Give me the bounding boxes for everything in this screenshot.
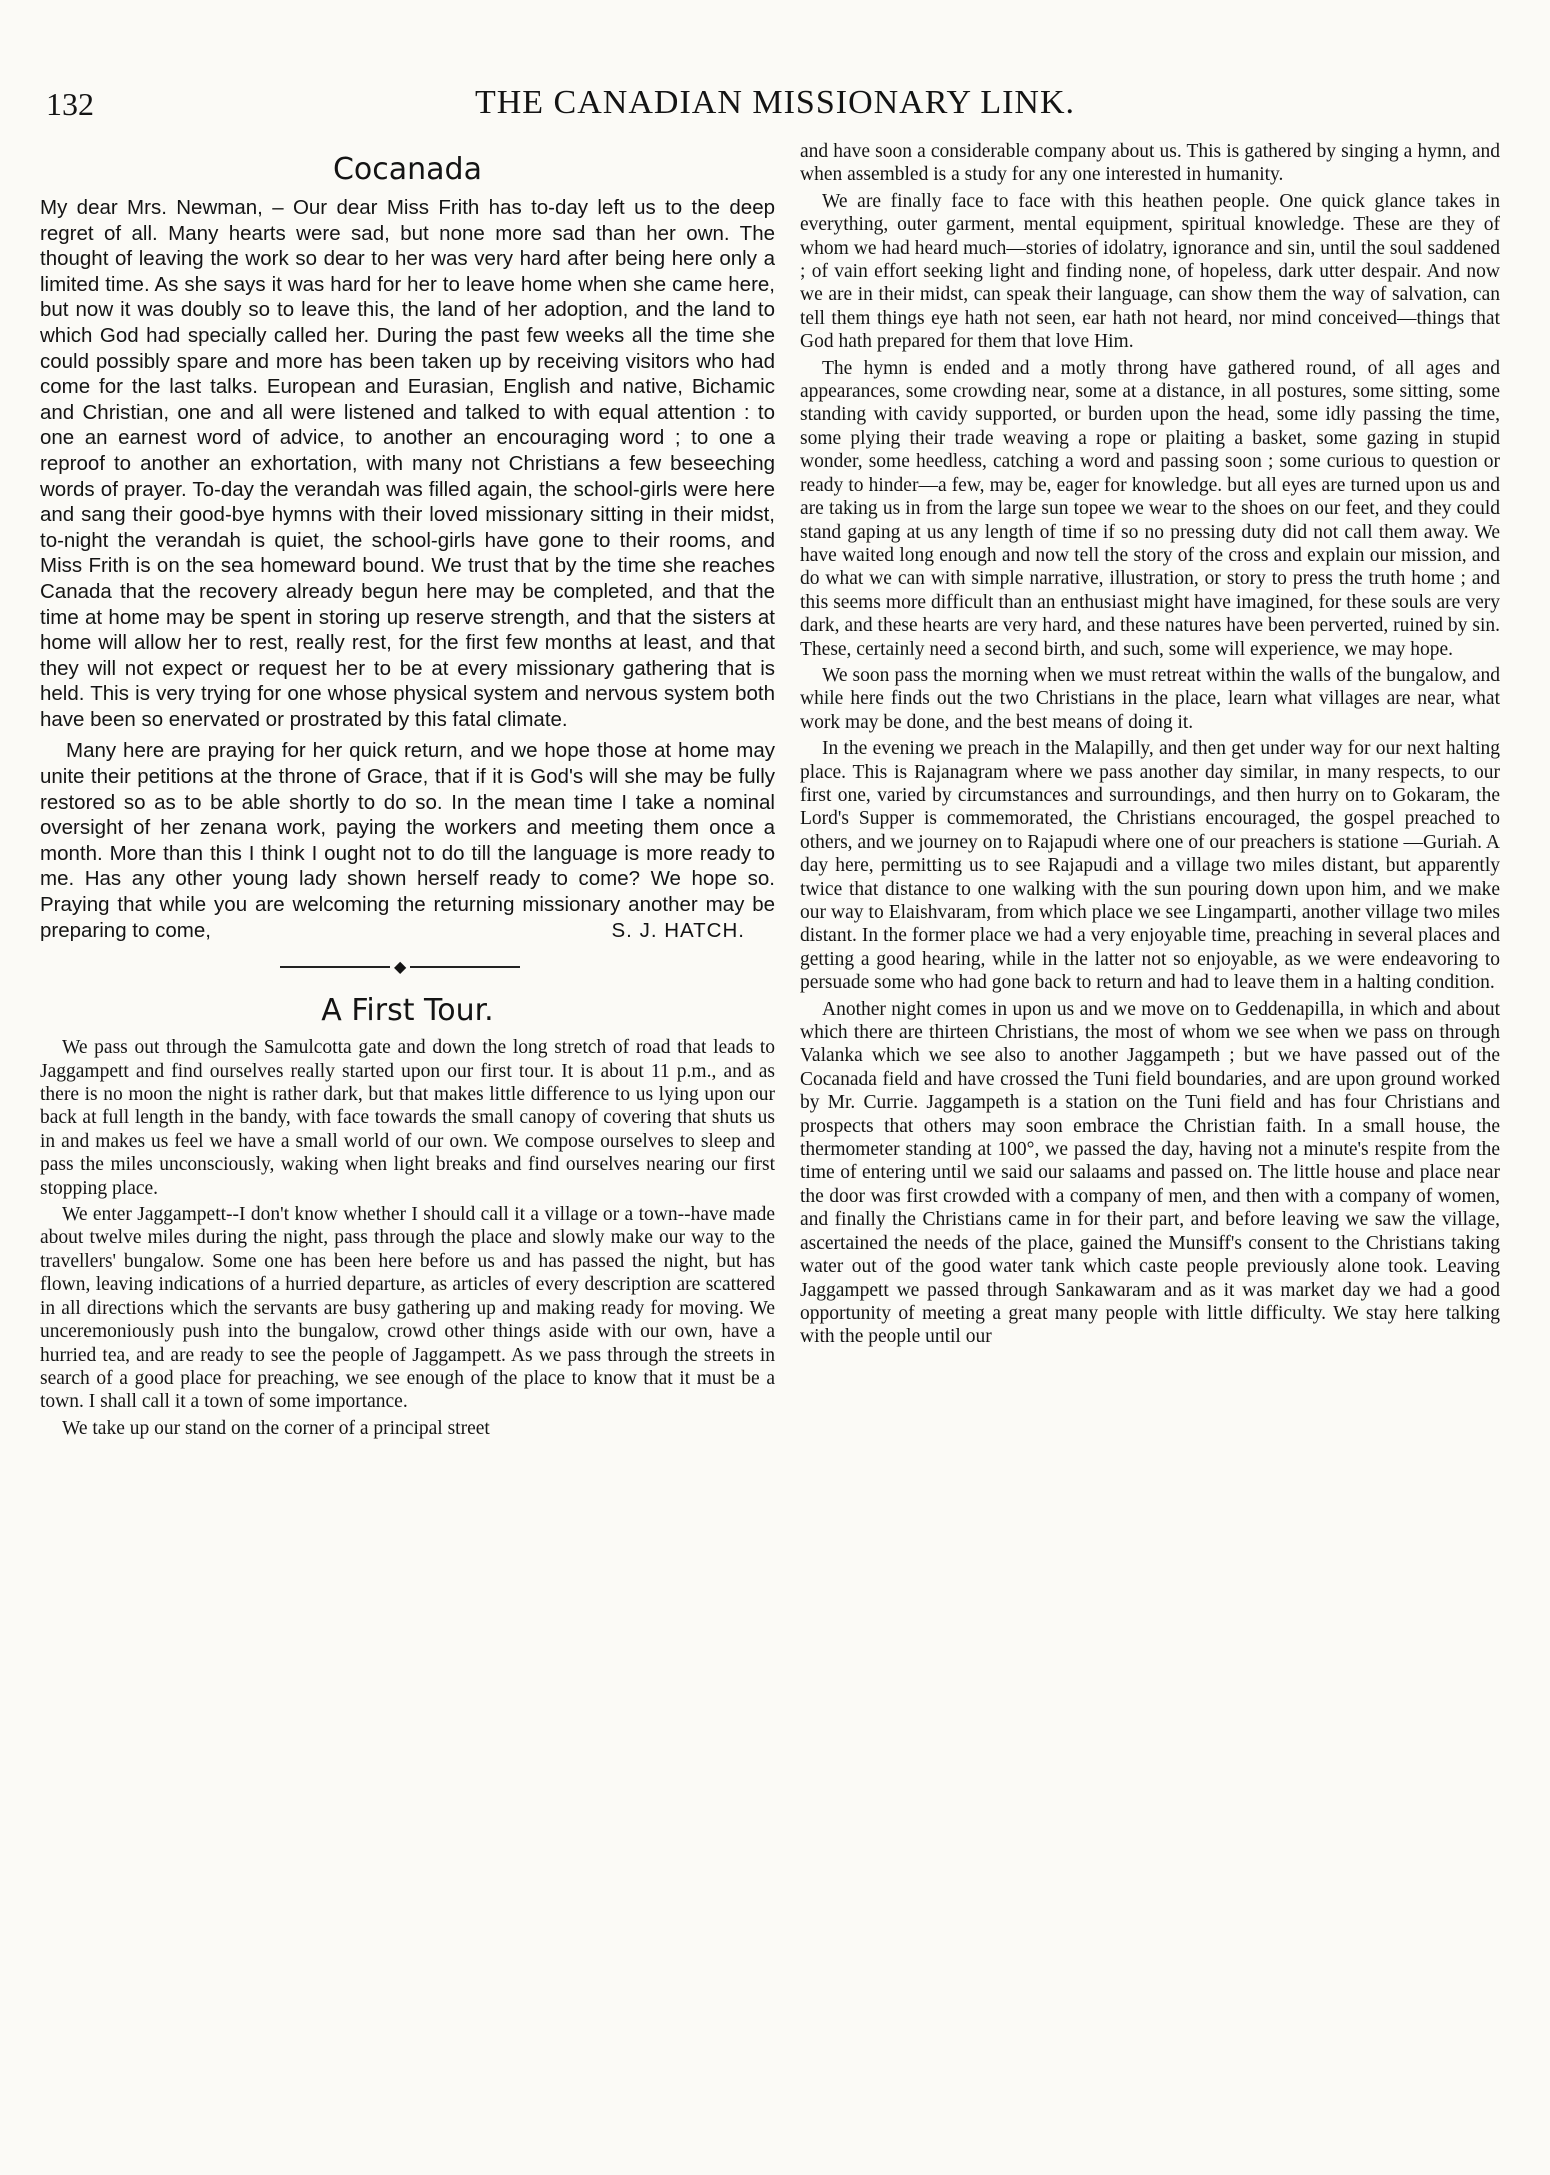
- article-paragraph: In the evening we preach in the Malapilly, and then get under way for our next halting place. This is Rajanagram where we pass another day similar, in many respects, to our first one, varied by circumstances and surroundings, and then hurry on to Gokaram, the Lord's Supper is commemorated, the Christians encouraged, the gospel preached to others, and we journey on to Rajapudi where one of our preachers is statione —Guriah. A day here, permitting us to see Rajapudi and a village two miles distant, but apparently twice that distance to one walking with the sun pouring down upon him, and we make our way to Elaishvaram, from which place we see Lingamparti, another village two miles distant. In the former place we had a very enjoyable time, preaching in several places and getting a good hearing, while in the latter not so enjoyable, as we were endeavoring to persuade some who had gone back to return and had to leave them in a halting condition.: [800, 738, 1500, 994]
- cocanada-article: [40, 152, 775, 943]
- article-title: A First Tour.: [321, 993, 494, 1029]
- right-column: [800, 140, 1500, 2150]
- article-paragraph: We enter Jaggampett--I don't know whether I should call it a village or a town--have made about twelve miles during the night, pass through the place and slowly make our way to the travellers' bungalow. Some one has been here before us and has passed the night, but has flown, leaving indications of a hurried departure, as articles of every description are scattered in all directions which the servants are busy gathering up and making ready for moving. We unceremoniously push into the bungalow, crowd other things aside with our own, have a hurried tea, and are ready to see the people of Jaggampett. As we pass through the streets in search of a good place for preaching, we see enough of the place to know that it must be a town. I shall call it a town of some importance.: [40, 1204, 775, 1413]
- article-paragraph: Another night comes in upon us and we move on to Geddenapilla, in which and about which there are thirteen Christians, the most of whom we see when we pass on through Valanka which we see also to another Jaggampeth ; but we have passed out of the Cocanada field and have crossed the Tuni field boundaries, and are upon ground worked by Mr. Currie. Jaggampeth is a station on the Tuni field and has four Christians and prospects that others may soon embrace the Christian faith. In a small house, the thermometer standing at 100°, we passed the day, having not a minute's respite from the time of entering until we said our salaams and passed on. The little house and place near the door was first crowded with a company of men, and then with a company of women, and finally the Christians came in for their part, and before leaving we saw the village, ascertained the needs of the place, gained the Munsiff's consent to the Christians taking water out of the good water tank which caste people previously alone took. Leaving Jaggampett we passed through Sankawaram and as it was market day we had a good opportunity of meeting a great many people with little difficulty. We stay here talking with the people until our: [800, 998, 1500, 1348]
- article-paragraph: We take up our stand on the corner of a principal street: [62, 1417, 490, 1439]
- page-header: [40, 80, 1510, 130]
- article-paragraph: [40, 738, 775, 943]
- first-tour-article: [40, 993, 775, 1440]
- left-column: [40, 140, 775, 2150]
- article-paragraph: We soon pass the morning when we must retreat within the walls of the bungalow, and while here finds out the two Christians in the place, learn what villages are near, what work may be done, and the best means of doing it.: [800, 664, 1500, 733]
- article-paragraph-text: Many here are praying for her quick return, and we hope those at home may unite their petitions at the throne of Grace, that if it is God's will she may be fully restored so as to be able shortly to do so. In the mean time I take a nominal oversight of her zenana work, paying the workers and meeting them once a month. More than this I think I ought not to do till the language is more ready to me. Has any other young lady shown herself ready to come? We hope so. Praying that while you are welcoming the returning missionary another may be preparing to come,: [40, 739, 775, 942]
- article-paragraph: We are finally face to face with this heathen people. One quick glance takes in everything, outer garment, mental equipment, spiritual knowledge. These are they of whom we had heard much—stories of idolatry, ignorance and sin, until the soul saddened ; of vain effort seeking light and finding none, of hopeless, dark utter despair. And now we are in their midst, can speak their language, can show them the way of salvation, can tell them things eye hath not seen, ear hath not heard, nor mind conceived—things that God hath prepared for them that love Him.: [800, 190, 1500, 353]
- signature: S. J. HATCH.: [611, 918, 745, 942]
- article-paragraph: and have soon a considerable company about us. This is gathered by singing a hymn, and when assembled is a study for any one interested in humanity.: [800, 141, 1500, 186]
- article-paragraph: We pass out through the Samulcotta gate and down the long stretch of road that leads to Jaggampett and find ourselves really started upon our first tour. It is about 11 p.m., and as there is no moon the night is rather dark, but that makes little difference to us lying upon our back at full length in the bandy, with face towards the small canopy of covering that shuts us in and makes us feel we have a small world of our own. We compose ourselves to sleep and pass the miles unconsciously, waking when light breaks and find ourselves nearing our first stopping place.: [40, 1037, 775, 1199]
- section-divider: [40, 951, 775, 981]
- article-title: Cocanada: [332, 152, 482, 187]
- divider-ornament: ◆: [390, 957, 410, 976]
- journal-title: THE CANADIAN MISSIONARY LINK.: [474, 84, 1076, 121]
- article-paragraph: My dear Mrs. Newman, – Our dear Miss Frith has to-day left us to the deep regret of all. Many hearts were sad, but none more sad than her own. The thought of leaving the work so dear to her was very hard after being here only a limited time. As she says it was hard for her to leave home when she came here, but now it was doubly so to leave this, the land of her adoption, and the land to which God had specially called her. During the past few weeks all the time she could possibly spare and more has been taken up by receiving visitors who had come for the last talks. European and Eurasian, English and native, Bichamic and Christian, one and all were listened and talked to with equal attention : to one an earnest word of advice, to another an encouraging word ; to one a reproof to another an exhortation, with many not Christians a few beseeching words of prayer. To-day the verandah was filled again, the school-girls were here and sang their good-bye hymns with their loved missionary sitting in their midst, to-night the verandah is quiet, the school-girls have gone to their rooms, and Miss Frith is on the sea homeward bound. We trust that by the time she reaches Canada that the recovery already begun here may be completed, and that the time at home may be spent in storing up reserve strength, and that the sisters at home will allow her to rest, really rest, for the first few months at least, and that they will not expect or request her to be at every missionary gathering that is held. This is very trying for one whose physical system and nervous system both have been so enervated or prostrated by this fatal climate.: [40, 196, 775, 731]
- page-number: 132: [46, 86, 94, 122]
- article-paragraph: The hymn is ended and a motly throng have gathered round, of all ages and appearances, some crowding near, some at a distance, in all postures, some sitting, some standing with cavidy supported, or burden upon the head, some idly passing the time, some plying their trade weaving a rope or plaiting a basket, some gazing in stupid wonder, some heedless, catching a word and passing soon ; some curious to question or ready to hinder—a few, may be, eager for knowledge. but all eyes are turned upon us and are taking us in from the large sun topee we wear to the shoes on our feet, and they could stand gaping at us any length of time if so no pressing duty did not call them away. We have waited long enough and now tell the story of the cross and explain our mission, and do what we can with simple narrative, illustration, or story to press the truth home ; and this seems more difficult than an enthusiast might have imagined, for these souls are very dark, and these hearts are very hard, and these natures have been perverted, ruined by sin. These, certainly need a second birth, and such, some will experience, we may hope.: [800, 357, 1500, 660]
